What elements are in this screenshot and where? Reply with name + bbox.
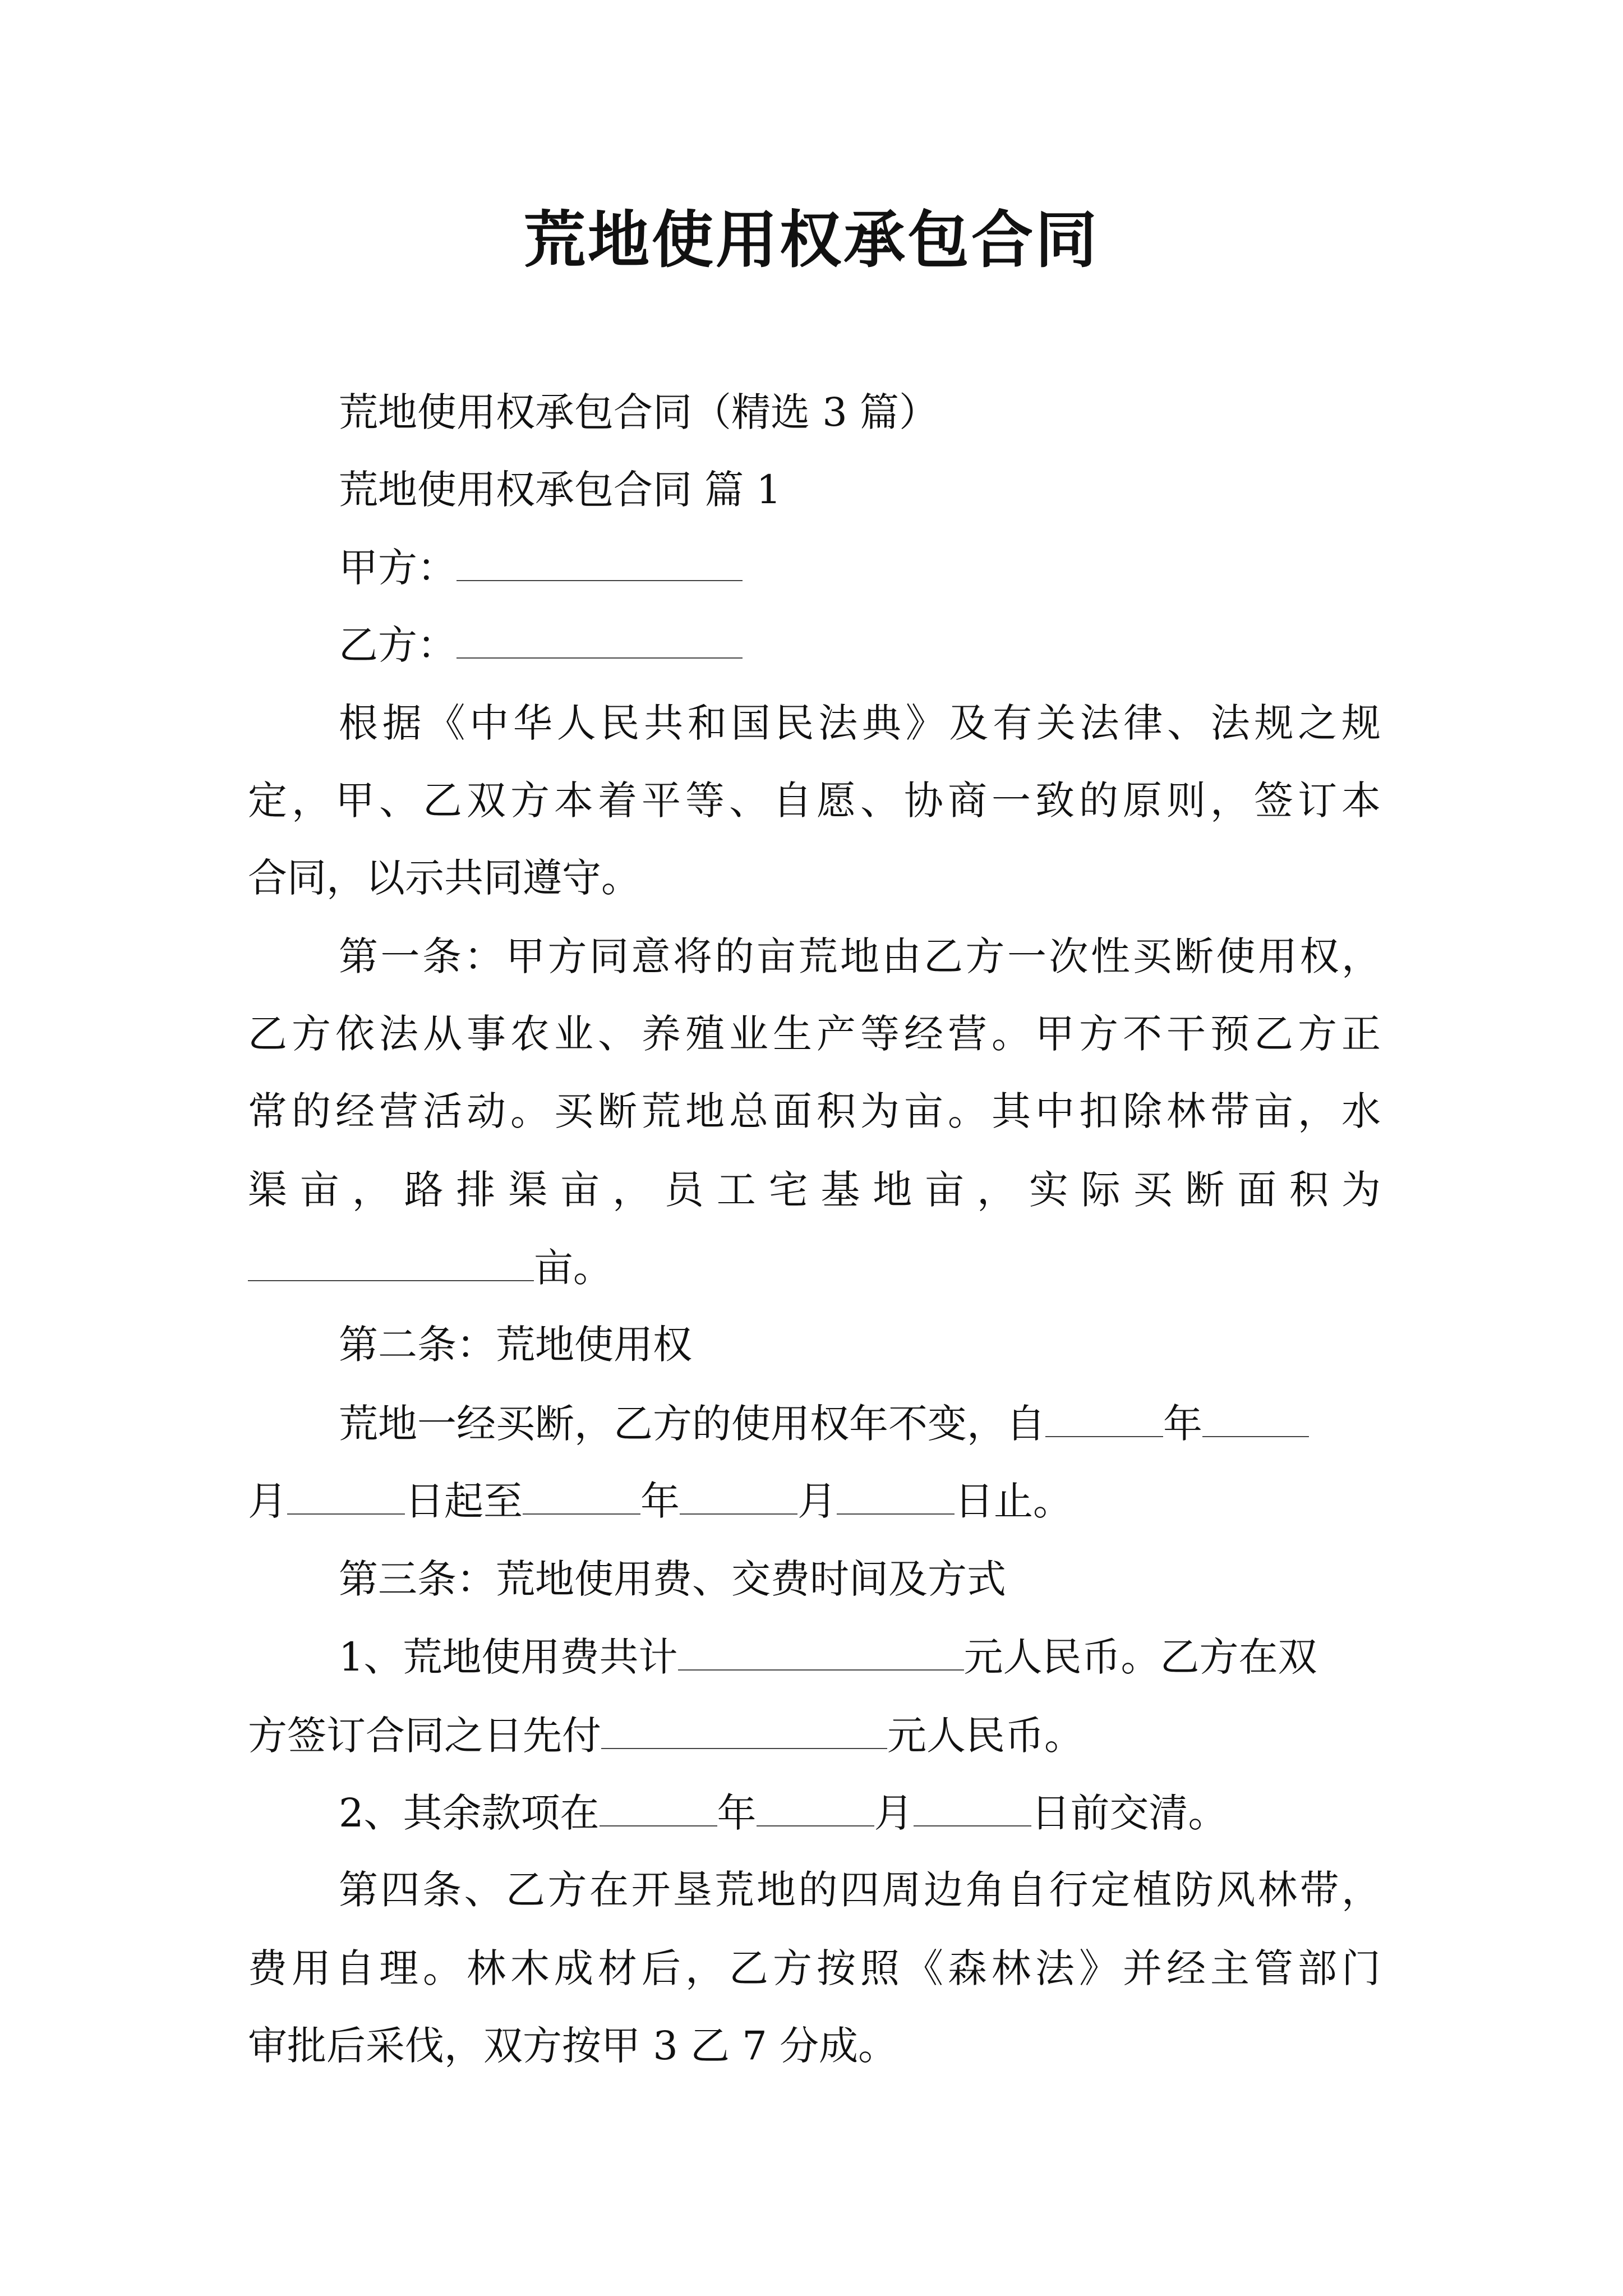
- article-3-line-1: [339, 1634, 1381, 1680]
- party-a-label: 甲方：: [339, 545, 457, 591]
- article-4-line-3: 审批后采伐，双方按甲 3 乙 7 分成。: [248, 2023, 898, 2069]
- party-b-line: [339, 622, 1381, 668]
- year-label: 年: [1163, 1401, 1202, 1447]
- acre-unit: 亩。: [534, 1245, 612, 1291]
- year-label: 年: [717, 1790, 757, 1836]
- article-3-line-2: [248, 1713, 1381, 1759]
- end-day-blank[interactable]: [837, 1481, 955, 1515]
- balance-month-blank[interactable]: [757, 1793, 874, 1826]
- fee-total-blank[interactable]: [678, 1637, 964, 1671]
- article-1-line-3: 常的经营活动。买断荒地总面积为亩。其中扣除林带亩，水: [248, 1088, 1381, 1134]
- balance-year-blank[interactable]: [600, 1793, 717, 1826]
- article-1-line-4: 渠亩，路排渠亩，员工宅基地亩，实际买断面积为: [248, 1167, 1381, 1213]
- article-2-line-1: [339, 1401, 1381, 1447]
- fee-total-label: 1、荒地使用费共计: [339, 1634, 678, 1680]
- balance-label: 2、其余款项在: [339, 1790, 600, 1836]
- party-a-blank[interactable]: [457, 547, 743, 581]
- start-month-blank[interactable]: [1202, 1404, 1309, 1437]
- party-b-blank[interactable]: [457, 625, 743, 659]
- day-end-label: 日止。: [955, 1478, 1072, 1524]
- preamble-line-3: 合同，以示共同遵守。: [248, 855, 640, 901]
- article-3-heading: 第三条：荒地使用费、交费时间及方式: [339, 1556, 1006, 1602]
- subtitle-selection: 荒地使用权承包合同（精选 3 篇）: [339, 389, 939, 435]
- fee-total-unit: 元人民币。乙方在双: [963, 1634, 1317, 1680]
- start-year-blank[interactable]: [1045, 1404, 1163, 1437]
- article-1-line-2: 乙方依法从事农业、养殖业生产等经营。甲方不干预乙方正: [248, 1011, 1381, 1057]
- subtitle-part-1: 荒地使用权承包合同 篇 1: [339, 467, 782, 513]
- party-a-line: [339, 545, 1381, 591]
- day-to-label: 日起至: [405, 1478, 523, 1524]
- preamble-line-2: 定，甲、乙双方本着平等、自愿、协商一致的原则，签订本: [248, 777, 1381, 823]
- month-label: 月: [248, 1478, 287, 1524]
- article-2-heading: 第二条：荒地使用权: [339, 1322, 692, 1368]
- article-3-line-3: [339, 1790, 1381, 1836]
- month-label: 月: [797, 1478, 837, 1524]
- month-label: 月: [874, 1790, 914, 1836]
- actual-area-blank[interactable]: [248, 1248, 534, 1281]
- end-year-blank[interactable]: [523, 1481, 640, 1515]
- advance-payment-label: 方签订合同之日先付: [248, 1713, 601, 1759]
- year-label: 年: [640, 1478, 680, 1524]
- article-1-line-1: 第一条：甲方同意将的亩荒地由乙方一次性买断使用权，: [339, 933, 1381, 979]
- article-2-line-2: [248, 1478, 1381, 1524]
- advance-payment-unit: 元人民币。: [887, 1713, 1083, 1759]
- balance-day-blank[interactable]: [914, 1793, 1031, 1826]
- preamble-line-1: 根据《中华人民共和国民法典》及有关法律、法规之规: [339, 700, 1381, 746]
- end-month-blank[interactable]: [680, 1481, 797, 1515]
- article-1-line-5: [248, 1245, 1381, 1291]
- document-title: 荒地使用权承包合同: [524, 204, 1099, 276]
- article-4-line-1: 第四条、乙方在开垦荒地的四周边角自行定植防风林带，: [339, 1867, 1381, 1913]
- start-day-blank[interactable]: [287, 1481, 405, 1515]
- balance-end-label: 日前交清。: [1031, 1790, 1228, 1836]
- article-4-line-2: 费用自理。林木成材后，乙方按照《森林法》并经主管部门: [248, 1945, 1381, 1991]
- advance-payment-blank[interactable]: [601, 1715, 887, 1749]
- party-b-label: 乙方：: [339, 622, 457, 668]
- article-2-text-1: 荒地一经买断，乙方的使用权年不变，自: [339, 1401, 1045, 1447]
